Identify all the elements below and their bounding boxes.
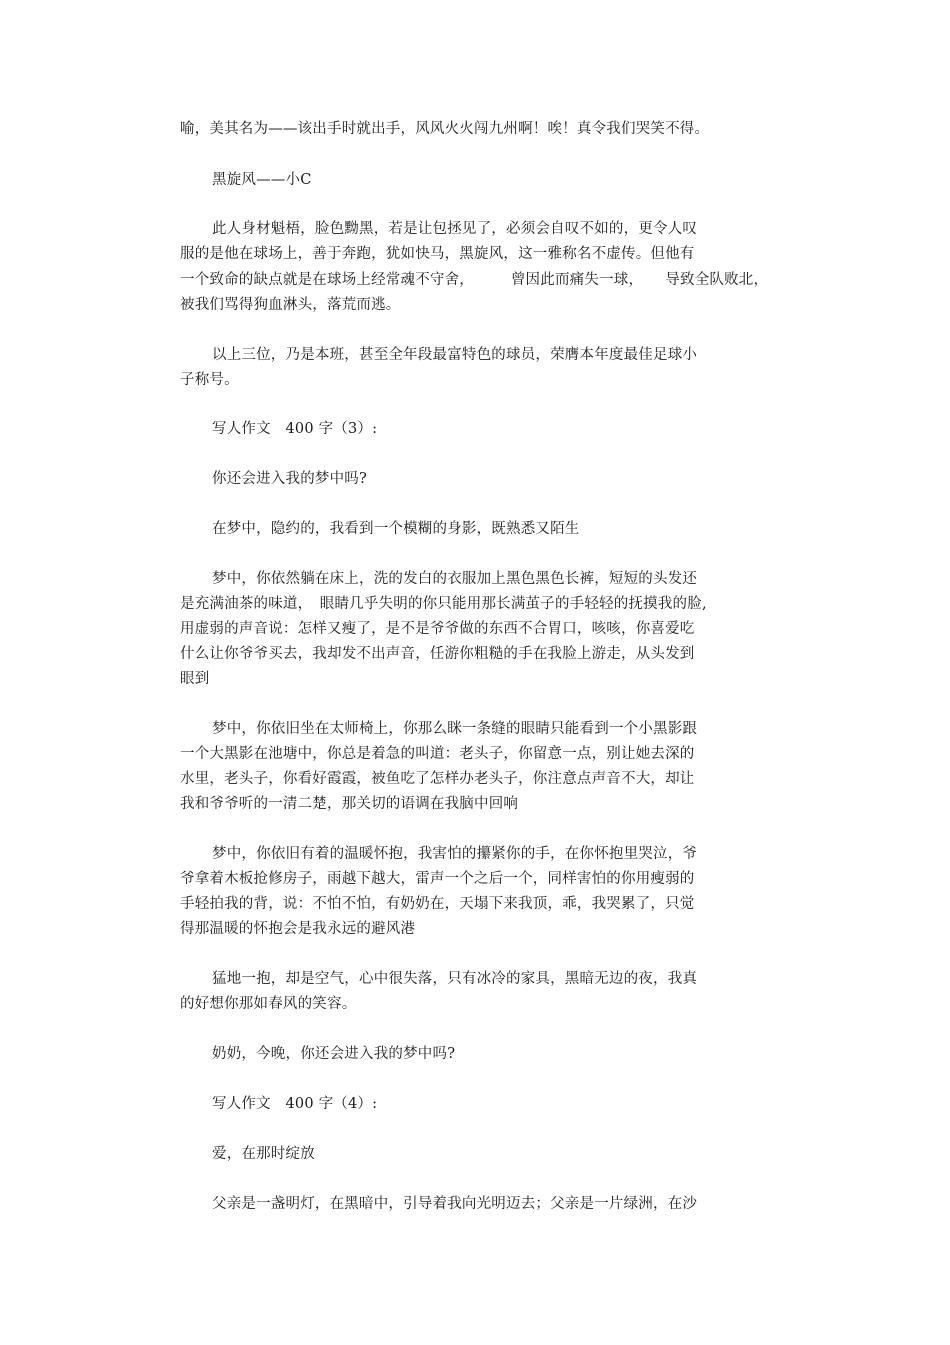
essay-title: 你还会进入我的梦中吗? (212, 471, 367, 487)
paragraph-line: 子称号。 (180, 372, 239, 388)
paragraph-line: 奶奶，今晚，你还会进入我的梦中吗? (212, 1046, 456, 1062)
paragraph-line: 我和爷爷听的一清二楚，那关切的语调在我脑中回响 (180, 796, 519, 812)
section-heading: 黑旋风——小C (212, 172, 312, 188)
paragraph-line: 此人身材魁梧，脸色黝黑，若是让包拯见了，必须会自叹不如的，更令人叹 (212, 221, 698, 237)
section-heading: 写人作文 400 字（3）: (212, 421, 378, 437)
paragraph-line: 猛地一抱，却是空气，心中很失落，只有冰冷的家具，黑暗无边的夜，我真 (212, 971, 698, 987)
paragraph-line: 什么让你爷爷买去，我却发不出声音，任游你粗糙的手在我脸上游走，从头发到 (180, 646, 695, 662)
paragraph-line: 的好想你那如春风的笑容。 (180, 996, 357, 1012)
essay-title: 爱，在那时绽放 (212, 1146, 315, 1162)
paragraph-line: 爷拿着木板抢修房子，雨越下越大，雷声一个之后一个，同样害怕的你用瘦弱的 (180, 871, 695, 887)
paragraph-line: 用虚弱的声音说：怎样又瘦了，是不是爷爷做的东西不合胃口，咳咳，你喜爱吃 (180, 621, 695, 637)
paragraph-line: 梦中，你依然躺在床上，洗的发白的衣服加上黑色黑色长裤，短短的头发还 (212, 571, 698, 587)
paragraph-line: 手轻拍我的背，说：不怕不怕，有奶奶在，天塌下来我顶，乖，我哭累了，只觉 (180, 896, 695, 912)
paragraph-line: 是充满油茶的味道， 眼睛几乎失明的你只能用那长满茧子的手轻轻的抚摸我的脸, (180, 596, 707, 612)
paragraph-line: 在梦中，隐约的，我看到一个模糊的身影，既熟悉又陌生 (212, 521, 580, 537)
paragraph-line: 眼到 (180, 671, 210, 687)
paragraph-line: 服的是他在球场上，善于奔跑，犹如快马，黑旋风，这一雅称名不虚传。但他有 (180, 246, 695, 262)
paragraph-line: 一个致命的缺点就是在球场上经常魂不守舍， 曾因此而痛失一球， 导致全队败北， (180, 272, 769, 288)
paragraph-line: 梦中，你依旧坐在太师椅上，你那么眯一条缝的眼睛只能看到一个小黑影跟 (212, 721, 698, 737)
paragraph-line: 被我们骂得狗血淋头，落荒而逃。 (180, 297, 401, 313)
paragraph-line: 一个大黑影在池塘中，你总是着急的叫道：老头子，你留意一点，别让她去深的 (180, 746, 695, 762)
paragraph-line: 水里，老头子，你看好霞霞，被鱼吃了怎样办老头子，你注意点声音不大，却让 (180, 771, 695, 787)
section-heading: 写人作文 400 字（4）: (212, 1096, 378, 1112)
paragraph-line: 以上三位，乃是本班，甚至全年段最富特色的球员，荣膺本年度最佳足球小 (212, 347, 698, 363)
paragraph-line: 父亲是一盏明灯，在黑暗中，引导着我向光明迈去；父亲是一片绿洲，在沙 (212, 1196, 698, 1212)
paragraph-line: 梦中，你依旧有着的温暖怀抱，我害怕的攥紧你的手，在你怀抱里哭泣，爷 (212, 846, 698, 862)
paragraph-line: 喻，美其名为——该出手时就出手，风风火火闯九州啊！唉！真令我们哭笑不得。 (180, 121, 710, 137)
paragraph-line: 得那温暖的怀抱会是我永远的避风港 (180, 921, 416, 937)
